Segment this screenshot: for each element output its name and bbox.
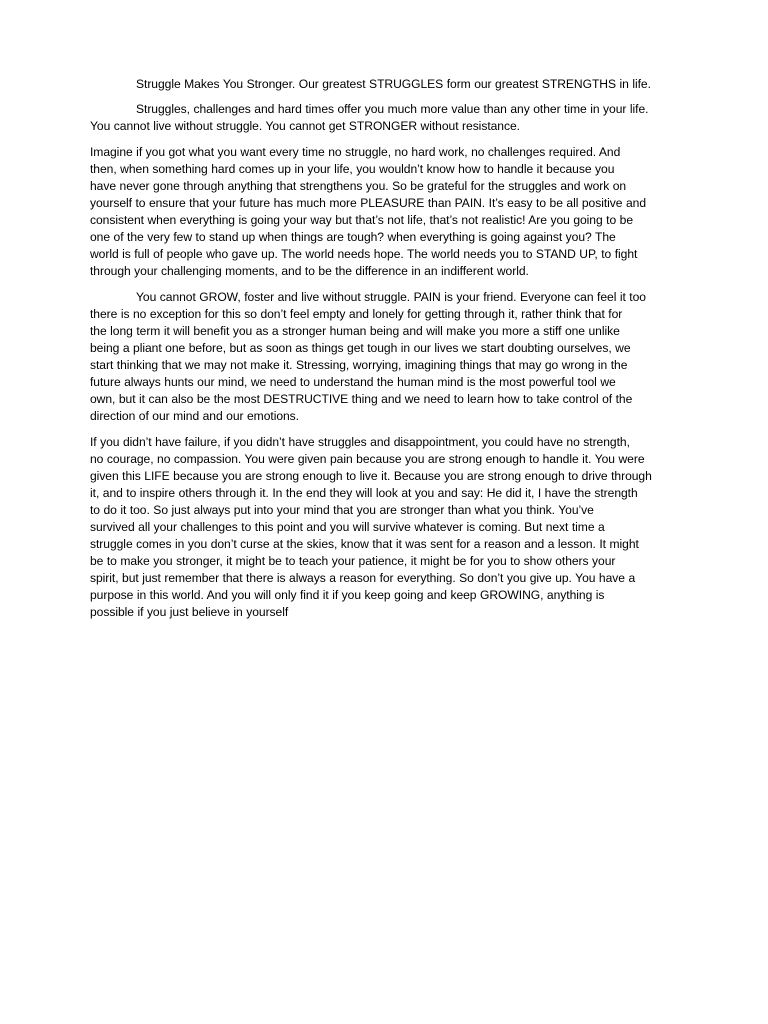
document-body — [90, 76, 680, 621]
paragraph-struggles-intro: Struggles, challenges and hard times offer you much more value than any other time in your life. You cannot live without struggle. You cannot get STRONGER without resistance. — [90, 102, 649, 133]
paragraph-title-line: Struggle Makes You Stronger. Our greatest STRUGGLES form our greatest STRENGTHS in life. — [136, 77, 651, 91]
paragraph-grow: You cannot GROW, foster and live without struggle. PAIN is your friend. Everyone can feel it too there is no exception for this so don’t feel empty and lonely for getting through it, rather think that for the long term it will benefit you as a stronger human being and will make you more a stiff one unlike being a pliant one before, but as soon as things get tough in our lives we start doubting ourselves, we start thinking that we may not make it. Stressing, worrying, imagining things that may go wrong in the future always hunts our mind, we need to understand the human mind is the most powerful tool we own, but it can also be the most DESTRUCTIVE thing and we need to learn how to take control of the direction of our mind and our emotions. — [90, 290, 646, 423]
paragraph-failure: If you didn’t have failure, if you didn’t have struggles and disappointment, you could have no strength, no courage, no compassion. You were given pain because you are strong enough to handle it. You were given this LIFE because you are strong enough to live it. Because you are strong enough to drive through it, and to inspire others through it. In the end they will look at you and say: He did it, I have the strength to do it too. So just always put into your mind that you are stronger than what you think. You’ve survived all your challenges to this point and you will survive whatever is coming. But next time a struggle comes in you don’t curse at the skies, know that it was sent for a reason and a lesson. It might be to make you stronger, it might be to teach your patience, it might be for you to show others your spirit, but just remember that there is always a reason for everything. So don’t you give up. You have a purpose in this world. And you will only find it if you keep going and keep GROWING, anything is possible if you just believe in yourself — [90, 435, 652, 619]
paragraph-imagine: Imagine if you got what you want every time no struggle, no hard work, no challenges required. And then, when something hard comes up in your life, you wouldn’t know how to handle it because you have never gone through anything that strengthens you. So be grateful for the struggles and work on yourself to ensure that your future has much more PLEASURE than PAIN. It’s easy to be all positive and consistent when everything is going your way but that’s not life, that’s not realistic! Are you going to be one of the very few to stand up when things are tough? when everything is going against you? The world is full of people who gave up. The world needs hope. The world needs you to STAND UP, to fight through your challenging moments, and to be the difference in an indifferent world. — [90, 145, 646, 278]
